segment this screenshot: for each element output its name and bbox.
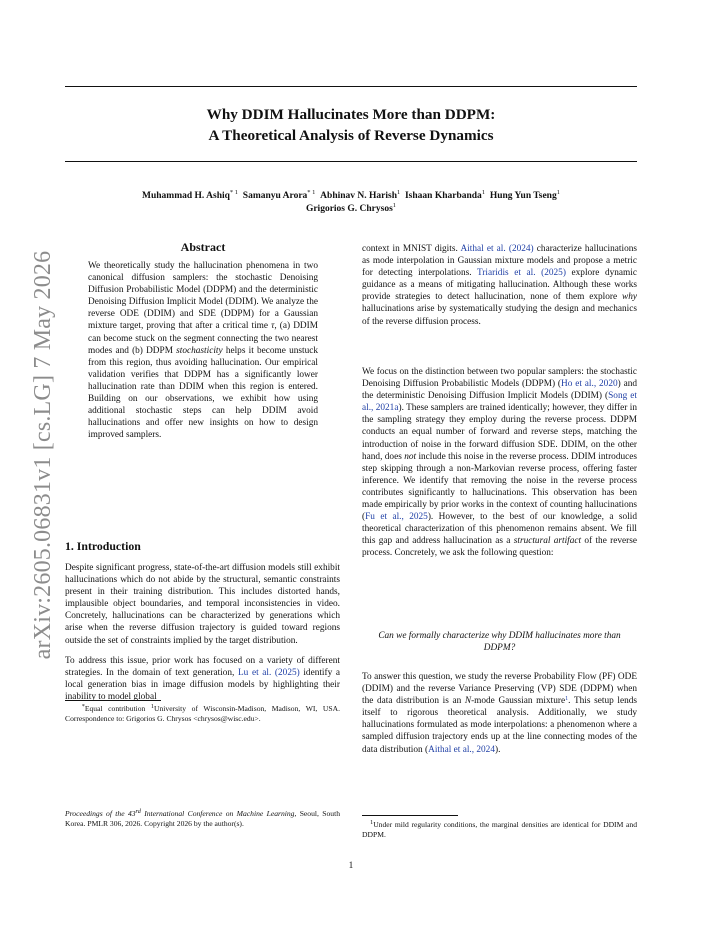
body-text: ). [494,744,501,755]
footnote-text: Under mild regularity conditions, the marginal densities are identical for DDIM and DDPM. [362,820,637,840]
author-affil-mark: 1 [556,189,560,196]
right-paragraph-2 [362,366,637,560]
body-emphasis: not [404,451,417,462]
footnote-mark: 1 [370,819,374,826]
proceedings-ordinal: rd [135,808,141,815]
page-number: 1 [348,861,354,871]
body-text: ) and the deterministic Denoising Diffusion Implicit Models (DDIM) ( [362,379,638,402]
body-emphasis: structural artifact [513,536,582,547]
body-emphasis: why [622,292,637,303]
abstract-heading: Abstract [180,240,226,254]
body-text: explore dynamic guidance as a means of mitigating hallucination. Although these works provide strategies to detect hallucination, none of them explore [362,268,637,303]
intro-text: identify a local generation bias in image diffusion models by highlighting their inability to model global [65,668,340,703]
abstract-body [88,260,318,441]
citation-link[interactable]: Lu et al. (2025) [238,668,300,679]
citation-link[interactable]: Song et al., 2021a [362,391,637,414]
footnote-rule-left [65,700,161,701]
intro-text: To address this issue, prior work has focused on a variety of different strategies. In the domain of text generation, [65,656,340,679]
author-affil-mark: * 1 [307,189,316,196]
body-text: of the reverse process. Concretely, we ask the following question: [362,536,637,559]
intro-paragraph-1: Despite significant progress, state-of-the-art diffusion models still exhibit hallucinations which do not abide by the structural, semantic constraints present in their training distribution. This includes distorted hands, implausible object boundaries, and temporal inconsistencies in video. Concretely, hallucinations can be characterized by generations which arise when the reverse diffusion trajectory is guided toward regions outside the set of constraints implied by the target distribution. [65,563,340,646]
title-rule-bottom [65,161,637,162]
author-name: Samanyu Arora [242,191,308,202]
footnote-rule-right [362,815,458,816]
author-list-line-2 [65,200,637,216]
footnote-affiliations [65,704,340,724]
author-affil-mark: * 1 [229,189,239,196]
author-affil-mark: 1 [392,202,397,209]
author-name: Muhammad H. Ashiq [142,191,230,202]
proceedings-text: Proceedings of the [65,809,128,818]
citation-link[interactable]: Triaridis et al. (2025) [476,268,566,279]
author-affil-mark: 1 [396,189,401,196]
footnote-link[interactable]: 1 [565,695,569,703]
citation-link[interactable]: Aithal et al., 2024 [428,744,495,755]
citation-link[interactable]: Aithal et al. (2024) [460,244,534,254]
intro-paragraph-2 [65,655,340,703]
body-text: ). However, to the best of our knowledge, a solid theoretical characterization of this phenomenon remains absent. We fill this gap and address hallucination as a [362,512,638,547]
author-name: Grigorios G. Chrysos [305,204,393,215]
body-text: include this noise in the reverse process. DDIM introduces step skipping through a non-Markovian reverse process, offering faster inference. We identify that removing the noise in the reverse process contributes significantly to hallucinations. This observation has been made empirically by prior works in the context of counting hallucinations ( [362,451,637,523]
author-name: Hung Yun Tseng [489,191,557,202]
author-name: Abhinav N. Harish [320,191,397,202]
abstract-text: We theoretically study the hallucination phenomena in two canonical diffusion samplers: the stochastic Denoising Diffusion Probabilistic Model (DDPM) and the deterministic Denoising Diffusion Implicit Model (DDIM). We analyze the reverse ODE (DDIM) and SDE (DDPM) for a Gaussian mixture target, proving that after a critical time [88,261,318,332]
paper-title-line-2: A Theoretical Analysis of Reverse Dynamics [208,127,494,144]
abstract-tau: τ [271,321,275,332]
math-variable: N [464,696,472,707]
title-rule-top [65,86,637,87]
arxiv-stamp: arXiv:2605.06831v1 [cs.LG] 7 May 2026 [30,250,56,660]
proceedings-number: 43 [127,809,136,818]
citation-link[interactable]: Ho et al., 2020 [561,379,618,390]
body-text: We focus on the distinction between two popular samplers: the stochastic Denoising Diffusion Probabilistic Models (DDPM) ( [362,367,637,390]
body-text: hallucinations arise by systematically studying the design and mechanics of the reverse diffusion process. [362,304,637,327]
abstract-text: helps it become unstuck from this region, thus avoiding hallucination. Our empirical validation verifies that DDPM has a significantly lower hallucination rate than DDIM when this region is entered. Building on our observations, we exhibit how using additional stochastic steps can help DDIM avoid hallucinations and offer new insights on how to design improved samplers. [88,345,319,441]
body-text: characterize hallucinations as mode interpolation in Gaussian mixture models and propose a metric for detecting interpolations. [362,244,637,279]
proceedings-note [65,809,340,829]
proceedings-text: International Conference on Machine Learning [140,809,295,818]
body-text: context in MNIST digits. [362,244,461,254]
footnote-mark: * [81,703,85,710]
research-question: Can we formally characterize why DDIM hallucinates more than DDPM? [378,631,621,654]
footnote-regularity [362,820,637,840]
abstract-text: , (a) DDIM can become stuck on the segment connecting the two nearest modes and (b) DDPM [88,321,318,356]
body-text: ). These samplers are trained identically; however, they differ in the sampling strategy they employ during the reverse process. DDPM conducts an equal number of forward and reverse steps, matching the introduction of noise in the forward diffusion SDE. DDIM, on the other hand, does [362,403,638,462]
paper-title-line-1: Why DDIM Hallucinates More than DDPM: [206,106,496,123]
body-text: -mode Gaussian mixture [471,696,566,707]
body-text: . This setup lends itself to rigorous theoretical analysis. Additionally, we study hallucinations formulated as mode interpolations: a phenomenon where a sampled diffusion trajectory ends up at the line connecting modes of the data distribution ( [362,696,638,755]
right-paragraph-1 [362,243,637,328]
abstract-emphasis: stochasticity [176,345,223,356]
proceedings-text: , Seoul, South Korea. PMLR 306, 2026. Copyright 2026 by the author(s). [65,809,340,829]
author-name: Ishaan Kharbanda [404,191,482,202]
footnote-text: Equal contribution [84,704,151,713]
citation-link[interactable]: Fu et al., 2025 [365,512,428,523]
section-heading-introduction: 1. Introduction [65,539,141,553]
author-affil-mark: 1 [481,189,486,196]
right-paragraph-3 [362,671,637,756]
footnote-text: University of Wisconsin-Madison, Madison, WI, USA. Correspondence to: Grigorios G. Chrysos <chrysos@wisc.edu>. [65,704,340,724]
body-text: To answer this question, we study the reverse Probability Flow (PF) ODE (DDIM) and the reverse Variance Preserving (VP) SDE (DDPM) when the data distribution is an [362,672,637,707]
footnote-mark: 1 [150,703,154,710]
